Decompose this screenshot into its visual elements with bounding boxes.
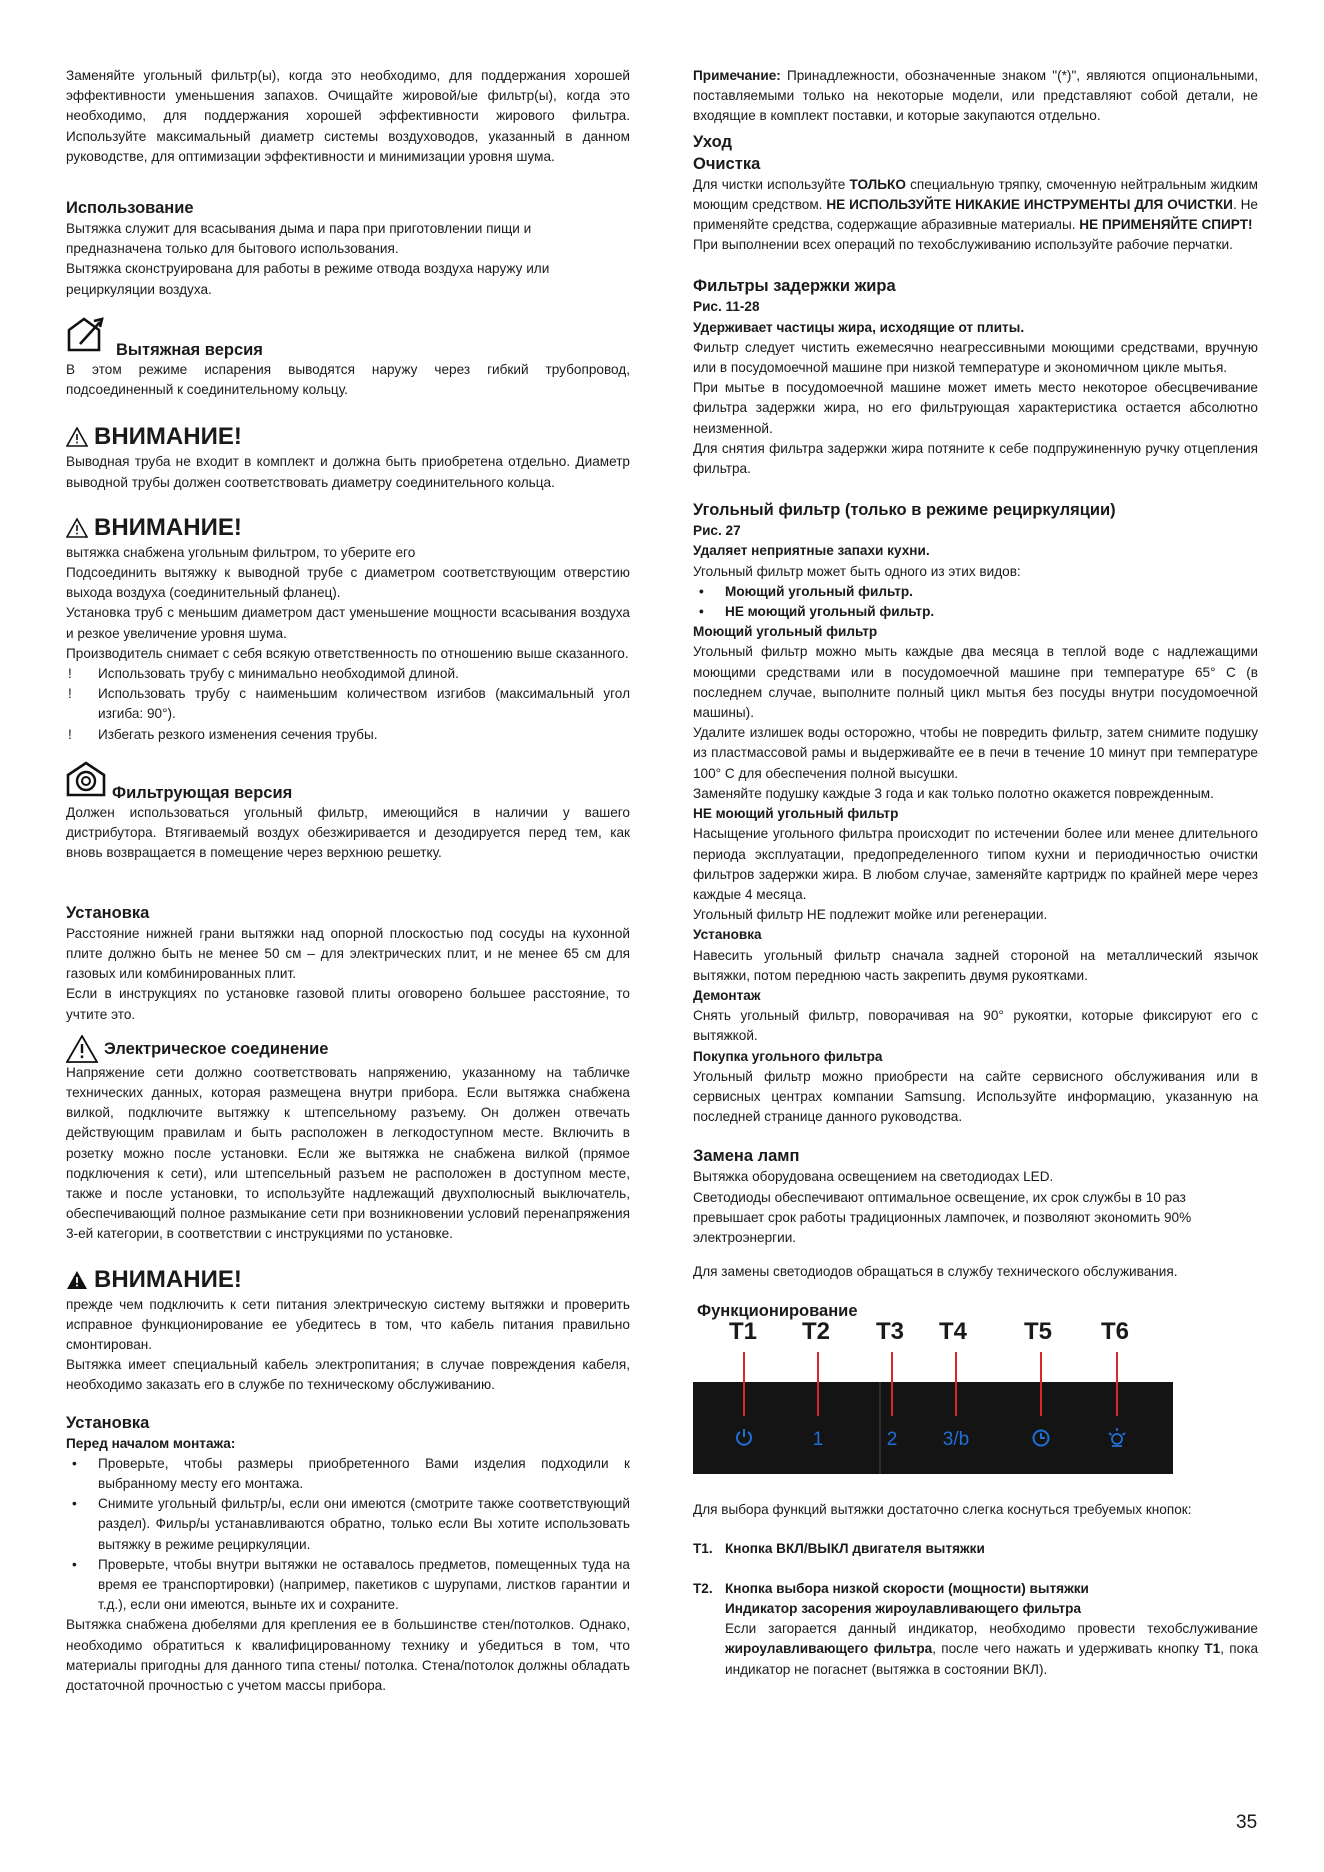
page-number: 35 — [1236, 1812, 1258, 1833]
filter-heading-row — [66, 761, 630, 803]
recirculation-house-icon — [66, 761, 106, 803]
lamp-paragraph-3: Для замены светодиодов обращаться в службу технического обслуживания. — [693, 1264, 1178, 1280]
warning-triangle-icon — [66, 427, 88, 447]
warning-2-heading — [66, 513, 630, 543]
callout-line — [955, 1352, 957, 1416]
cleaning-text-1: Для чистки используйте — [693, 176, 850, 192]
t2-paragraph — [693, 1619, 1258, 1680]
lamp-heading: Замена ламп — [693, 1147, 800, 1166]
list-item: • Моющий угольный фильтр. — [693, 582, 1258, 602]
lamp-paragraph-2: Светодиоды обеспечивают оптимальное освещение, их срок службы в 10 раз превышает срок работы традиционных лампочек, и позволяют экономить 90% электроэнергии. — [693, 1189, 1192, 1245]
left-column — [66, 66, 630, 1696]
warning-2-title: ВНИМАНИЕ! — [94, 513, 242, 541]
carbon-filter-heading: Угольный фильтр (только в режиме рециркуляции) — [693, 501, 1116, 520]
exhaust-heading: Вытяжная версия — [116, 341, 263, 360]
cleaning-paragraph-2: При выполнении всех операций по техобслуживанию используйте рабочие перчатки. — [693, 237, 1233, 253]
speed-2-button[interactable]: 2 — [886, 1429, 898, 1451]
t1-number: T1. — [693, 1540, 713, 1556]
panel-label-t2: T2 — [802, 1318, 831, 1346]
carbon-filter-figure-ref: Рис. 27 — [693, 523, 741, 539]
mounting-subheading: Установка — [693, 927, 762, 943]
warning-2-paragraph-1: вытяжка снабжена угольным фильтром, то уберите его — [66, 544, 416, 560]
grease-filter-heading: Фильтры задержки жира — [693, 277, 896, 296]
installation-heading: Установка — [66, 903, 150, 922]
t2-paragraph-text-1: Если загорается данный индикатор, необходимо провести техобслуживание — [725, 1621, 1258, 1637]
cleaning-bold-2: НЕ ИСПОЛЬЗУЙТЕ НИКАКИЕ ИНСТРУМЕНТЫ ДЛЯ ОЧИСТКИ — [826, 196, 1233, 212]
speed-3-boost-button[interactable]: 3/b — [942, 1429, 970, 1451]
carbon-filter-paragraph: Угольный фильтр может быть одного из этих видов: — [693, 563, 1021, 579]
control-panel — [693, 1382, 1173, 1474]
panel-label-t4: T4 — [939, 1318, 968, 1346]
grease-filter-paragraph-2: При мытье в посудомоечной машине может иметь место некоторое обесцвечивание фильтра задержки жира, но его фильтрующая характеристика остается абсолютно неизменной. — [693, 380, 1258, 436]
list-item: ! Использовать трубу с наименьшим количеством изгибов (максимальный угол изгиба: 90°). — [66, 684, 630, 724]
cleaning-text-3: . Не применяйте средства, содержащие абразивные материалы. — [693, 196, 1258, 233]
t2-paragraph-bold-1: жироулавливающего фильтра — [725, 1641, 933, 1657]
grease-filter-subheading: Удерживает частицы жира, исходящие от плиты. — [693, 319, 1025, 335]
usage-heading: Использование — [66, 199, 194, 218]
warning-triangle-icon — [66, 518, 88, 538]
washable-filter-paragraph-1: Угольный фильтр можно мыть каждые два месяца в теплой воде с надлежащими моющими средствами или в посудомоечной машине при температуре 65° С (в последнем случае, выполните полный цикл мытья без посуды внутри посудомоечной машины). — [693, 644, 1258, 721]
exhaust-paragraph: В этом режиме испарения выводятся наружу через гибкий трубопровод, подсоединенный к соединительному кольцу. — [66, 362, 630, 398]
installation-2-paragraph: Вытяжка снабжена дюбелями для крепления ее в большинстве стен/потолков. Однако, необходимо обратиться к квалифицированному технику и убедиться в том, что материалы пригодны для данного типа стены/ потолка. Стена/потолок должны обладать достаточной прочностью с учетом массы прибора. — [66, 1617, 630, 1693]
t2-text: Кнопка выбора низкой скорости (мощности) вытяжки — [725, 1580, 1089, 1596]
list-item: ! Использовать трубу с минимально необходимой длиной. — [66, 664, 630, 684]
installation-paragraph-2: Если в инструкциях по установке газовой плиты оговорено большее расстояние, то учтите это. — [66, 986, 630, 1022]
carbon-filter-types-list — [693, 582, 1258, 622]
intro-paragraph: Заменяйте угольный фильтр(ы), когда это необходимо, для поддержания хорошей эффективности уменьшения запахов. Очищайте жировой/ые фильтр(ы), когда это необходимо, для поддержания хорошей эффективности жирового фильтра. Используйте максимальный диаметр системы воздуховодов, указанный в данном руководстве, для оптимизации эффективности и минимизации уровня шума. — [66, 68, 630, 164]
washable-filter-subheading: Моющий угольный фильтр — [693, 624, 878, 640]
dismounting-subheading: Демонтаж — [693, 987, 761, 1003]
operation-paragraph: Для выбора функций вытяжки достаточно слегка коснуться требуемых кнопок: — [693, 1502, 1192, 1518]
t2-paragraph-text-3: , пока индикатор не погаснет (вытяжка в состоянии ВКЛ). — [725, 1641, 1259, 1677]
t2-paragraph-bold-2: T1 — [1204, 1641, 1221, 1657]
cleaning-bold-1: ТОЛЬКО — [849, 176, 906, 192]
note-paragraph — [693, 66, 1258, 127]
t2-number: T2. — [693, 1580, 713, 1596]
callout-line — [817, 1352, 819, 1416]
exhaust-heading-row — [66, 314, 630, 360]
t2-indicator-subheading: Индикатор засорения жироулавливающего фильтра — [725, 1600, 1082, 1616]
dismounting-paragraph: Снять угольный фильтр, поворачивая на 90° рукоятки, которые фиксируют его с вытяжкой. — [693, 1008, 1258, 1044]
cleaning-paragraph-1 — [693, 175, 1258, 236]
mounting-paragraph: Навесить угольный фильтр сначала задней стороной на металлический язычок вытяжки, потом переднюю часть закрепить двумя рукоятками. — [693, 947, 1258, 983]
t2-description — [693, 1579, 1258, 1599]
warning-1-heading — [66, 422, 630, 452]
nonwashable-filter-subheading: НЕ моющий угольный фильтр — [693, 806, 899, 822]
light-icon[interactable] — [1106, 1426, 1128, 1453]
t1-text: Кнопка ВКЛ/ВЫКЛ двигателя вытяжки — [725, 1540, 985, 1556]
warning-2-paragraph-2: Подсоединить вытяжку к выводной трубе с диаметром соответствующим отверстию выхода воздуха (соединительный фланец). — [66, 565, 630, 601]
cleaning-heading: Очистка — [693, 154, 761, 173]
callout-line — [1040, 1352, 1042, 1416]
installation-2-heading: Установка — [66, 1413, 150, 1432]
filter-heading: Фильтрующая версия — [112, 784, 293, 803]
warning-2-paragraph-3: Установка труб с меньшим диаметром даст уменьшение мощности всасывания воздуха и резкое увеличение уровня шума. — [66, 605, 630, 641]
filter-paragraph: Должен использоваться угольный фильтр, имеющийся в наличии у вашего дистрибутора. Втягиваемый воздух обезжиривается и дезодируется перед тем, как вновь возвращается в помещение через верхнюю решетку. — [66, 805, 630, 861]
warning-3-title: ВНИМАНИЕ! — [94, 1265, 242, 1293]
carbon-filter-subheading: Удаляет неприятные запахи кухни. — [693, 543, 930, 559]
t1-description — [693, 1539, 1258, 1559]
list-item: • НЕ моющий угольный фильтр. — [693, 602, 1258, 622]
operation-heading: Функционирование — [697, 1302, 858, 1321]
panel-label-t6: T6 — [1101, 1318, 1130, 1346]
callout-line — [891, 1352, 893, 1416]
electric-title: Электрическое соединение — [104, 1039, 329, 1058]
electric-paragraph: Напряжение сети должно соответствовать напряжению, указанному на табличке технических данных, которая размещена внутри прибора. Если вытяжка снабжена вилкой, подключите вытяжку к штепсельному разъему. Он должен отвечать действующим правилам и быть расположен в легкодоступном месте. Включить в розетку можно после установки. Если же вытяжка не снабжена вилкой (прямое подключения к сети), или штепсельный разъем не расположен в доступном месте, также и после установки, то используйте надлежащий двухполюсный выключатель, обеспечивающий полное размыкание сети при возникновении условий перенапряжения 3-ей категории, в соответствии с инструкциями по установке. — [66, 1064, 630, 1242]
power-icon[interactable] — [734, 1427, 754, 1452]
washable-filter-paragraph-2: Удалите излишек воды осторожно, чтобы не повредить фильтр, затем снимите подушку из пластмассовой рамы и выдерживайте ее в печи в течение 10 минут при температуре 100° С для обеспечения полной высушки. — [693, 725, 1258, 781]
panel-divider — [879, 1382, 881, 1474]
electric-heading — [66, 1035, 630, 1063]
note-text: Принадлежности, обозначенные знаком "(*)", являются опциональными, поставляемыми только на некоторые модели, или представляют собой детали, не входящие в комплект поставки, и которые закупаются отдельно. — [693, 68, 1258, 124]
panel-label-t1: T1 — [729, 1318, 758, 1346]
warning-1-paragraph: Выводная труба не входит в комплект и должна быть приобретена отдельно. Диаметр выводной трубы должен соответствовать диаметру соединительного кольца. — [66, 454, 630, 490]
nonwashable-filter-paragraph-2: Угольный фильтр НЕ подлежит мойке или регенерации. — [693, 907, 1048, 923]
lamp-paragraph-1: Вытяжка оборудована освещением на светодиодах LED. — [693, 1169, 1054, 1185]
warning-triangle-icon — [66, 1035, 98, 1063]
list-item: • Проверьте, чтобы размеры приобретенного Вами изделия подходили к выбранному месту его монтажа. — [66, 1454, 630, 1494]
speed-1-button[interactable]: 1 — [812, 1429, 824, 1451]
usage-paragraph-2: Вытяжка сконструирована для работы в режиме отвода воздуха наружу или рециркуляции воздуха. — [66, 261, 550, 297]
installation-paragraph-1: Расстояние нижней грани вытяжки над опорной плоскостью под сосуды на кухонной плите должно быть не менее 50 см – для электрических плит, и не менее 65 см для газовых или комбинированных плит. — [66, 925, 630, 982]
warning-3-paragraph-2: Вытяжка имеет специальный кабель электропитания; в случае повреждения кабеля, необходимо заказать его в службе по техническому обслуживанию. — [66, 1357, 630, 1393]
purchase-paragraph: Угольный фильтр можно приобрести на сайте сервисного обслуживания или в сервисных центрах компании Samsung. Используйте информацию, указанную на последней странице данного руководства. — [693, 1068, 1258, 1125]
control-panel-figure — [693, 1318, 1173, 1490]
care-heading: Уход — [693, 132, 732, 151]
purchase-subheading: Покупка угольного фильтра — [693, 1048, 883, 1064]
warning-3-paragraph-1: прежде чем подключить к сети питания электрическую систему вытяжки и проверить исправное функционирование ее убедитесь в том, что кабель питания правильно смонтирован. — [66, 1296, 630, 1352]
installation-2-subheading: Перед началом монтажа: — [66, 1435, 236, 1451]
t2-paragraph-text-2: , после чего нажать и удерживать кнопку — [932, 1641, 1205, 1657]
timer-icon[interactable] — [1031, 1428, 1051, 1453]
grease-filter-paragraph-3: Для снятия фильтра задержки жира потяните к себе подпружиненную ручку отцепления фильтра. — [693, 440, 1258, 477]
grease-filter-paragraph-1: Фильтр следует чистить ежемесячно неагрессивными моющими средствами, вручную или в посудомоечной машине при низкой температуре и экономичном цикле мытья. — [693, 339, 1258, 376]
warning-filled-icon — [66, 1270, 88, 1290]
list-item: • Проверьте, чтобы внутри вытяжки не оставалось предметов, помещенных туда на время ее транспортировки) (например, пакетиков с шурупами, листков гарантии и т.д.), если они имеются, выньте их и сохраните. — [66, 1555, 630, 1616]
panel-label-t3: T3 — [876, 1318, 905, 1346]
list-item: ! Избегать резкого изменения сечения трубы. — [66, 725, 630, 745]
warning-2-paragraph-4: Производитель снимает с себя всякую ответственность по отношению выше сказанного. — [66, 645, 629, 661]
warning-1-title: ВНИМАНИЕ! — [94, 423, 242, 451]
warning-3-heading — [66, 1265, 630, 1295]
right-column — [693, 66, 1258, 1680]
usage-paragraph-1: Вытяжка служит для всасывания дыма и пара при приготовлении пищи и предназначена только для бытового использования. — [66, 221, 532, 257]
note-label: Примечание: — [693, 68, 781, 83]
grease-filter-figure-ref: Рис. 11-28 — [693, 299, 760, 315]
callout-line — [1116, 1352, 1118, 1416]
panel-label-t5: T5 — [1024, 1318, 1053, 1346]
washable-filter-paragraph-3: Заменяйте подушку каждые 3 года и как только полотно окажется поврежденным. — [693, 785, 1214, 801]
warning-2-list — [66, 664, 630, 745]
exhaust-hood-icon — [66, 314, 110, 360]
nonwashable-filter-paragraph-1: Насыщение угольного фильтра происходит по истечении более или менее длительного периода эксплуатации, предопределенного типом кухни и периодичностью очистки фильтров задержки жира. В любом случае, заменяйте картридж по крайней мере через каждые 4 месяца. — [693, 826, 1258, 902]
list-item: • Снимите угольный фильтр/ы, если они имеются (смотрите также соответствующий раздел). Фильр/ы устанавливаются обратно, только если Вы хотите использовать вытяжку в режиме рециркуляции. — [66, 1494, 630, 1555]
cleaning-text-2: специальную тряпку, смоченную нейтральным жидким моющим средством. — [693, 176, 1258, 212]
installation-2-list — [66, 1454, 630, 1616]
callout-line — [743, 1352, 745, 1416]
cleaning-bold-3: НЕ ПРИМЕНЯЙТЕ СПИРТ! — [1079, 217, 1253, 233]
